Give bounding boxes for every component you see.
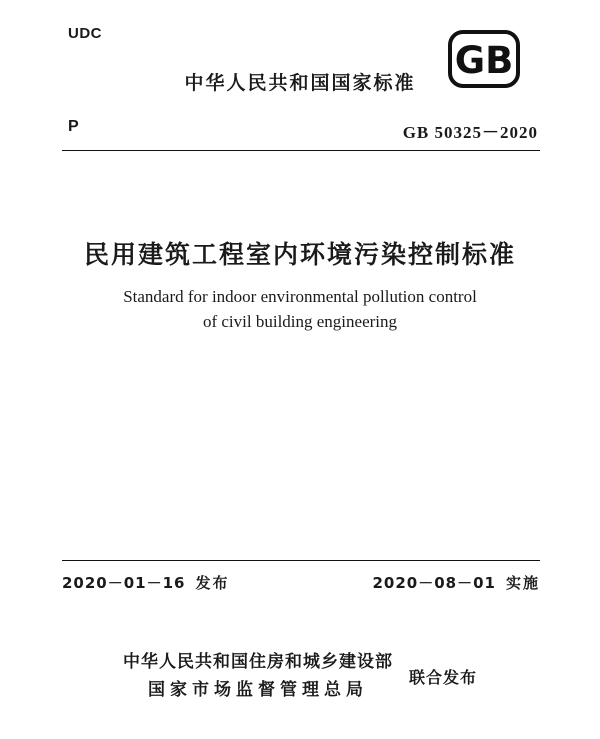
publisher-line-1: 中华人民共和国住房和城乡建设部	[122, 652, 393, 672]
national-standard-heading: 中华人民共和国国家标准	[184, 72, 416, 94]
gb-logo-icon	[448, 30, 520, 88]
divider-top	[62, 150, 540, 151]
english-title	[0, 285, 600, 334]
classification-letter: P	[68, 118, 79, 135]
english-title-line1: Standard for indoor environmental pollution control	[123, 287, 477, 306]
standard-number: GB 50325－2020	[402, 123, 538, 142]
dates-row	[62, 572, 540, 593]
issue-date-block	[62, 572, 230, 593]
divider-bottom	[62, 560, 540, 561]
publisher-line-2: 国家市场监督管理总局	[147, 680, 368, 701]
udc-label: UDC	[68, 25, 102, 42]
effective-date: 2020－08－01	[372, 574, 496, 592]
issue-date-label: 发布	[195, 574, 230, 592]
page-title: 民用建筑工程室内环境污染控制标准	[83, 240, 516, 269]
svg-text:GB: GB	[454, 39, 514, 82]
joint-issue-label: 联合发布	[408, 667, 477, 687]
effective-date-label: 实施	[505, 574, 540, 592]
issue-date: 2020－01－16	[62, 574, 186, 592]
effective-date-block	[372, 572, 540, 593]
english-title-line2: of civil building engineering	[202, 311, 398, 331]
publishers-block	[0, 648, 600, 704]
publisher-names	[123, 648, 393, 704]
